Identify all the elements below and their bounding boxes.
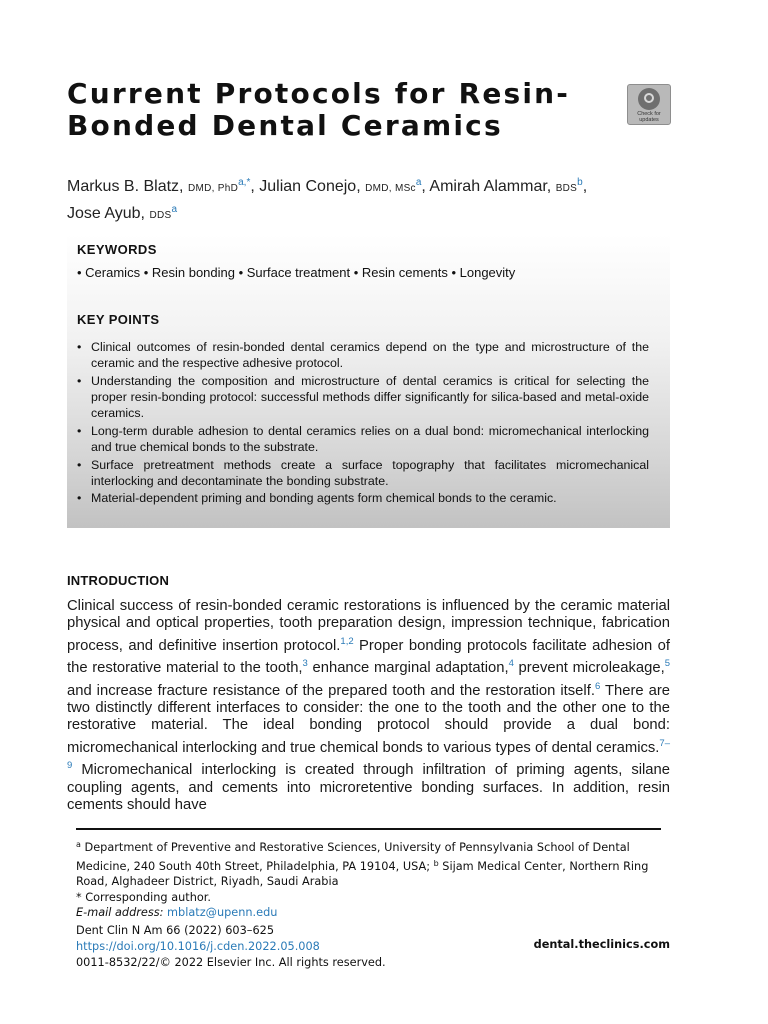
journal-site-link[interactable]: dental.theclinics.com: [533, 938, 670, 951]
body-text-run: Proper bonding protocols facilitate adhesion of the restorative material to the tooth,: [67, 637, 670, 677]
key-point-item: • Long-term durable adhesion to dental ceramics relies on a dual bond: micromechanical interlocking and true chemical bonds to the substrate.: [77, 423, 649, 455]
key-points-heading: KEY POINTS: [77, 312, 160, 327]
author-affiliation-marker[interactable]: a,*: [238, 177, 251, 188]
author-affiliation-marker[interactable]: a: [171, 204, 178, 215]
keyword: Resin cements: [361, 265, 448, 280]
key-point-item: • Understanding the composition and microstructure of dental ceramics is critical for selecting the proper resin-bonding protocol: successful methods differ significantly for silica-based and metal-oxide ceramics.: [77, 373, 649, 422]
introduction-paragraph: [67, 598, 670, 814]
body-text-run: Micromechanical interlocking is created through infiltration of priming agents, silane coupling agents, and cements into microretentive bonding surfaces. In addition, resin cements should have: [67, 762, 670, 814]
author-degrees: DMD, PhD: [187, 183, 239, 194]
check-for-updates-badge[interactable]: [627, 84, 671, 125]
author-degrees: DDS: [149, 210, 172, 221]
check-updates-label: Check for updates: [637, 111, 661, 123]
author-affiliation-marker[interactable]: a: [415, 177, 422, 188]
reference-link[interactable]: 5: [664, 658, 670, 670]
footnotes: [76, 837, 661, 921]
corresponding-author-note: * Corresponding author.: [76, 890, 211, 904]
check-updates-icon: [638, 88, 660, 110]
keyword: Surface treatment: [246, 265, 351, 280]
author-list: Markus B. Blatz, DMD, PhD$^{a,*}$, Julian Conejo, DMD, MSc$^a$, Amirah Alammar, BDS$^b$, Jose Ayub, DDS$^a$: [67, 177, 588, 222]
keyword: Ceramics: [85, 265, 141, 280]
reference-link[interactable]: 7–9: [67, 737, 670, 772]
footnote-marker: b: [433, 858, 439, 868]
author-name: Julian Conejo,: [259, 178, 361, 195]
key-points-list: [77, 339, 649, 508]
body-text-run: Clinical success of resin-bonded ceramic restorations is influenced by the ceramic material physical and optical properties, tooth preparation design, impression technique, fabrication process, and definitive insertion protocol.: [67, 598, 670, 654]
email-label: E-mail address:: [76, 906, 164, 919]
footnote-divider: [76, 828, 661, 830]
email-link[interactable]: mblatz@upenn.edu: [167, 906, 278, 919]
keyword: Longevity: [459, 265, 516, 280]
article-title: Current Protocols for Resin-Bonded Dental Ceramics: [67, 77, 571, 142]
author-name: Jose Ayub,: [67, 205, 145, 222]
footnote-marker: a: [76, 840, 81, 849]
reference-link[interactable]: 3: [302, 658, 308, 670]
body-text-run: and increase fracture resistance of the prepared tooth and the restoration itself.: [67, 682, 595, 699]
keywords-list: • Ceramics • Resin bonding • Surface treatment • Resin cements • Longevity: [77, 265, 516, 280]
key-point-item: • Clinical outcomes of resin-bonded dental ceramics depend on the type and microstructure of the ceramic and the respective adhesive protocol.: [77, 339, 649, 371]
affiliation-a: Department of Preventive and Restorative Sciences, University of Pennsylvania School of Dental Medicine, 240 South 40th Street, Philadelphia, PA 19104, USA;: [76, 841, 630, 873]
author-affiliation-marker[interactable]: b: [577, 177, 583, 188]
keywords-heading: KEYWORDS: [77, 242, 157, 257]
reference-link[interactable]: 6: [594, 680, 601, 692]
journal-reference: Dent Clin N Am 66 (2022) 603–625: [76, 924, 275, 937]
reference-link[interactable]: 1,2: [340, 635, 354, 647]
body-text-run: enhance marginal adaptation,: [307, 660, 509, 677]
body-text-run: prevent microleakage,: [513, 660, 665, 677]
reference-link[interactable]: 4: [508, 658, 514, 670]
author-name: Amirah Alammar,: [429, 178, 552, 195]
body-text-run: There are two distinctly different interfaces to consider: the one to the tooth and the other one to the restorative material. The ideal bonding protocol should provide a dual bond: micromechanical interlocking and true chemical bonds to various types of dental ceramics.: [67, 682, 670, 756]
doi-link[interactable]: https://doi.org/10.1016/j.cden.2022.05.008: [76, 940, 320, 953]
author-degrees: DMD, MSc: [365, 183, 416, 194]
keyword: Resin bonding: [151, 265, 235, 280]
affiliation-b: Sijam Medical Center, Northern Ring Road, Alghadeer District, Riyadh, Saudi Arabia: [76, 859, 649, 888]
key-point-item: • Surface pretreatment methods create a surface topography that facilitates micromechanical interlocking and decontaminate the bonding substrate.: [77, 457, 649, 489]
author-degrees: BDS: [555, 183, 578, 194]
introduction-heading: INTRODUCTION: [67, 573, 170, 588]
key-point-item: • Material-dependent priming and bonding agents form chemical bonds to the ceramic.: [77, 490, 649, 506]
copyright-line: 0011-8532/22/© 2022 Elsevier Inc. All rights reserved.: [76, 956, 386, 969]
author-name: Markus B. Blatz,: [67, 178, 184, 195]
